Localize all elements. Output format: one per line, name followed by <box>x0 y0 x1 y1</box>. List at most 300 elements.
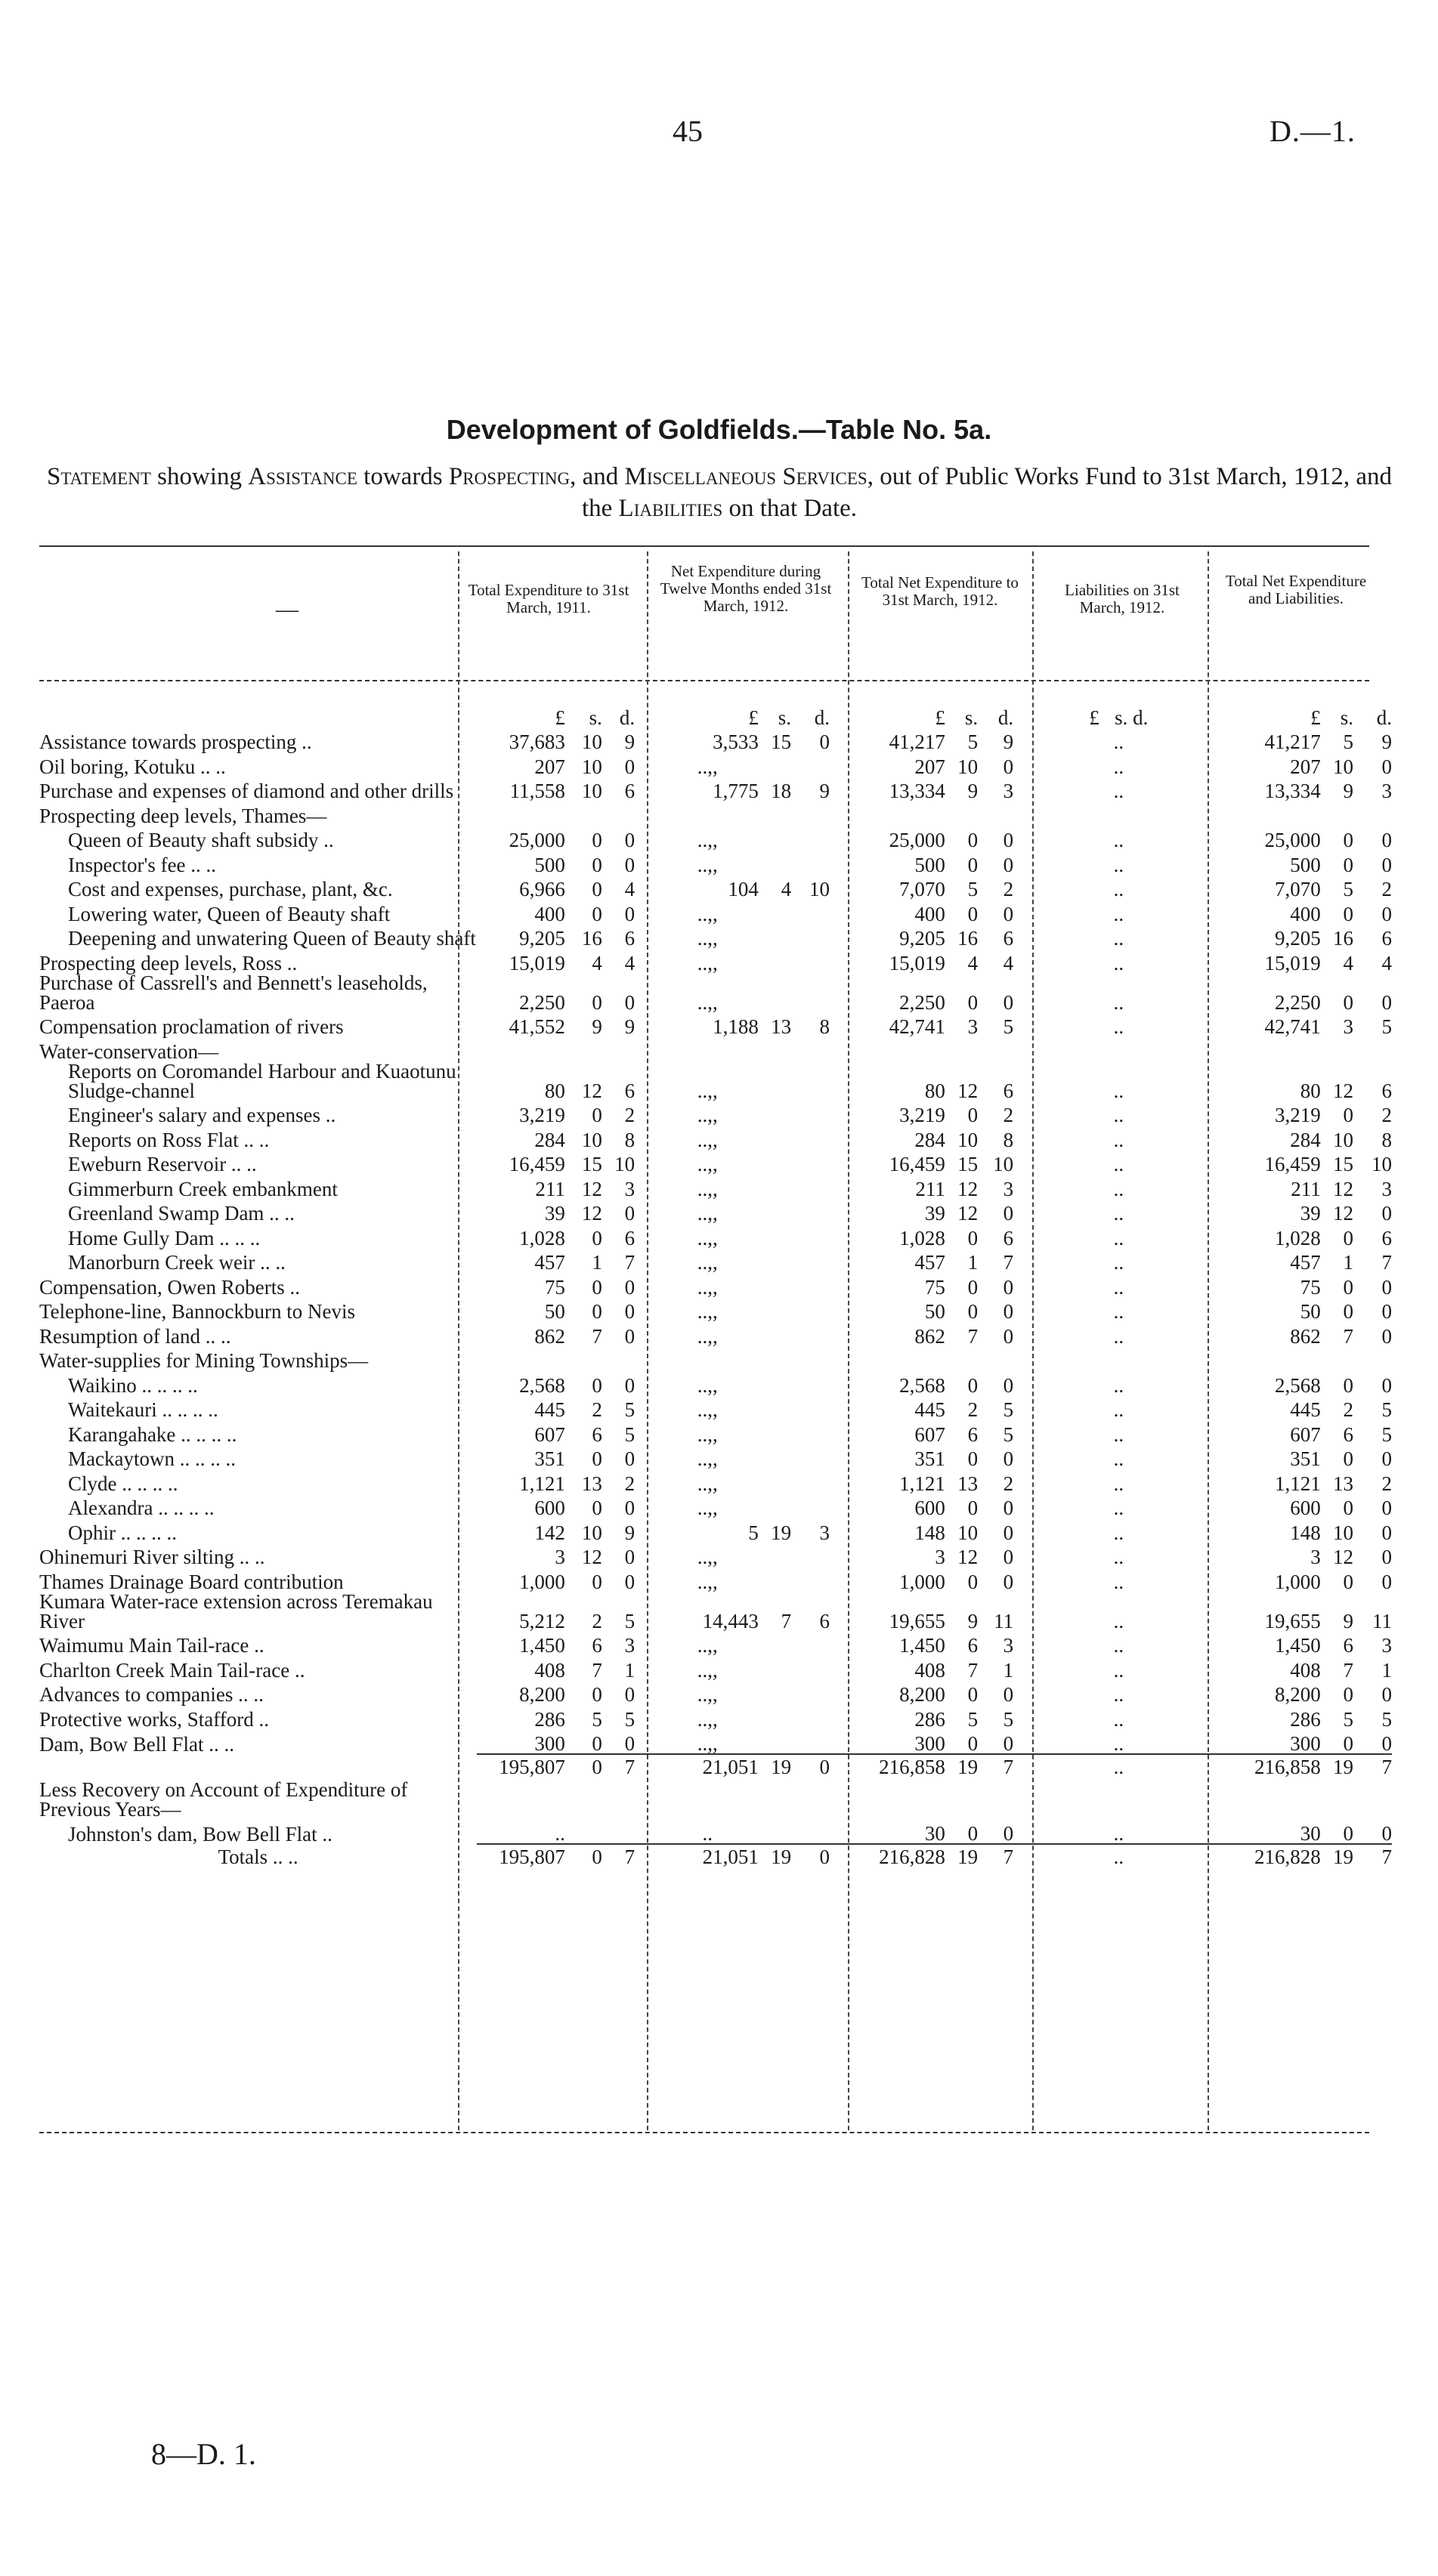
spacer <box>1195 1248 1217 1273</box>
spacer <box>759 1493 791 1518</box>
spacer <box>1013 1729 1042 1755</box>
spacer <box>791 1819 830 1845</box>
net-12m-pounds: 3,533 <box>713 730 759 753</box>
spacer <box>759 1150 791 1175</box>
less-recovery-label: Less Recovery on Account of Expenditure of Previous Years— <box>39 1778 408 1821</box>
total-net-1912-pounds: 148 <box>914 1521 945 1544</box>
spacer <box>635 752 657 777</box>
liabilities: .. <box>1113 853 1124 876</box>
unit-shilling: s. <box>964 706 979 729</box>
total-with-liabilities-pounds: 445 <box>1290 1398 1321 1421</box>
total-with-liabilities-shillings: 0 <box>1343 1447 1354 1470</box>
total-net-1912-pence: 0 <box>1003 1202 1014 1225</box>
net-12m-pounds: ..,, <box>697 1546 718 1568</box>
row-label: Eweburn Reservoir .. .. <box>68 1153 257 1175</box>
total-net-1912-pence: 0 <box>1003 1324 1014 1348</box>
spacer <box>791 924 830 949</box>
spacer <box>565 1819 602 1845</box>
total-with-liabilities-pence: 0 <box>1381 1822 1392 1845</box>
total-1911-shillings: 12 <box>581 1079 602 1102</box>
net-12m-pence: 10 <box>809 878 830 900</box>
table-row <box>39 948 1392 973</box>
totals-label: Totals .. .. <box>218 1845 298 1868</box>
spacer <box>1013 1819 1042 1845</box>
spacer <box>1013 1248 1042 1273</box>
total-net-1912-pence: 0 <box>1003 1447 1014 1470</box>
unit-shilling: s. <box>1115 706 1128 729</box>
empty-cells <box>477 1346 1392 1371</box>
table-row <box>39 1518 1392 1543</box>
liabilities: .. <box>1113 1521 1124 1544</box>
total-net-1912-pounds: 3,219 <box>899 1104 945 1126</box>
spacer <box>1195 924 1217 949</box>
spacer <box>1013 1297 1042 1322</box>
table-row <box>39 1729 1392 1755</box>
total-with-liabilities-shillings: 5 <box>1343 730 1354 753</box>
spacer <box>635 1101 657 1126</box>
total-with-liabilities-pence: 0 <box>1381 1570 1392 1593</box>
total-net-1912-shillings: 0 <box>967 1104 979 1126</box>
spacer <box>759 1729 791 1755</box>
spacer <box>791 1101 830 1126</box>
spacer <box>1013 948 1042 973</box>
net-12m-pounds: ..,, <box>697 1707 718 1731</box>
table-row <box>39 1419 1392 1444</box>
spacer <box>1195 1729 1217 1755</box>
total-with-liabilities-shillings: 5 <box>1343 878 1354 900</box>
total-1911-pounds: 1,028 <box>519 1226 565 1249</box>
total-1911-pounds: 445 <box>534 1398 565 1421</box>
total-1911-shillings: 4 <box>592 951 602 974</box>
spacer <box>1195 1567 1217 1592</box>
spacer <box>830 1567 852 1592</box>
row-label: Kumara Water-race extension across Teremakau River <box>39 1589 433 1632</box>
total-with-liabilities-pence: 3 <box>1381 780 1392 802</box>
total-with-liabilities-shillings: 7 <box>1343 1658 1354 1682</box>
row-label: Purchase and expenses of diamond and other drills <box>39 780 454 802</box>
spacer <box>635 1125 657 1150</box>
spacer <box>1013 899 1042 924</box>
spacer <box>635 1248 657 1273</box>
total-net-1912-pounds: 216,858 <box>852 1754 945 1780</box>
statement-heading <box>39 461 1399 524</box>
row-label: Reports on Coromandel Harbour and Kuaotunu Sludge-channel <box>68 1059 456 1102</box>
spacer <box>791 826 830 851</box>
liabilities: .. <box>1113 1822 1124 1845</box>
total-with-liabilities-shillings: 13 <box>1333 1472 1354 1495</box>
total-1911-pounds: 2,568 <box>519 1373 565 1397</box>
total-net-1912-shillings: 0 <box>967 1570 979 1593</box>
spacer <box>635 1493 657 1518</box>
spacer <box>830 850 852 875</box>
spacer <box>1013 1631 1042 1656</box>
total-1911-shillings: 12 <box>581 1546 602 1568</box>
row-label: Mackaytown .. .. .. .. <box>68 1447 236 1470</box>
total-with-liabilities-pounds: 16,459 <box>1264 1153 1321 1175</box>
col-header-total-with-liabilities: Total Net Expenditure and Liabilities. <box>1225 572 1367 607</box>
table-row <box>39 1321 1392 1346</box>
spacer <box>791 1469 830 1493</box>
liabilities: .. <box>1113 1570 1124 1593</box>
row-label: Prospecting deep levels, Thames— <box>39 804 327 827</box>
net-12m-pounds: ..,, <box>697 1683 718 1706</box>
net-12m-pounds: ..,, <box>697 1251 718 1274</box>
total-1911-pence: 0 <box>624 1570 636 1593</box>
total-1911-pence: 0 <box>624 990 636 1014</box>
total-1911-pence: 9 <box>624 1521 636 1544</box>
total-1911-pounds: 16,459 <box>509 1153 565 1175</box>
total-1911-shillings: 0 <box>565 1844 602 1870</box>
total-1911-shillings: 0 <box>592 1683 602 1706</box>
total-with-liabilities-pence: 0 <box>1381 1447 1392 1470</box>
total-1911-pence: 7 <box>602 1754 635 1780</box>
spacer <box>830 1680 852 1705</box>
total-with-liabilities-pounds: 408 <box>1290 1658 1321 1682</box>
total-with-liabilities-pounds: 1,028 <box>1275 1226 1321 1249</box>
liabilities: .. <box>1113 1177 1124 1200</box>
net-12m-pounds: ..,, <box>697 1079 718 1102</box>
total-with-liabilities-pounds: 457 <box>1290 1251 1321 1274</box>
total-with-liabilities-pence: 11 <box>1372 1609 1392 1632</box>
total-1911-pence: 0 <box>624 1373 636 1397</box>
total-with-liabilities-pounds: 3 <box>1310 1546 1321 1568</box>
row-label: Waimumu Main Tail-race .. <box>39 1634 264 1657</box>
net-12m-pounds: 1,188 <box>713 1015 759 1038</box>
spacer <box>635 1370 657 1395</box>
total-with-liabilities-shillings: 5 <box>1343 1707 1354 1731</box>
spacer <box>635 1444 657 1469</box>
total-net-1912-pounds: 39 <box>924 1202 945 1225</box>
total-1911-pounds: 457 <box>534 1251 565 1274</box>
spacer <box>635 1174 657 1199</box>
net-12m-pounds: 1,775 <box>713 780 759 802</box>
spacer <box>635 1469 657 1493</box>
table-row <box>39 1199 1392 1224</box>
spacer <box>791 1061 830 1101</box>
spacer <box>635 1631 657 1656</box>
spacer <box>759 1248 791 1273</box>
spacer <box>830 727 852 752</box>
table-row <box>39 924 1392 949</box>
total-1911-pounds: 600 <box>534 1496 565 1519</box>
total-1911-pounds: 142 <box>534 1521 565 1544</box>
subtotal-row <box>39 1754 1392 1780</box>
net-12m-pounds: ..,, <box>697 1275 718 1299</box>
spacer <box>1013 1704 1042 1729</box>
total-net-1912-pence: 3 <box>1003 1177 1014 1200</box>
total-1911-shillings: 0 <box>592 1226 602 1249</box>
table-row <box>39 1101 1392 1126</box>
total-1911-shillings: 10 <box>581 780 602 802</box>
liabilities: .. <box>1113 1422 1124 1446</box>
total-1911-pounds: 6,966 <box>519 878 565 900</box>
spacer <box>791 1395 830 1420</box>
spacer <box>1013 1061 1042 1101</box>
total-with-liabilities-shillings: 0 <box>1343 1104 1354 1126</box>
spacer <box>791 1493 830 1518</box>
total-1911-pence: 0 <box>624 1275 636 1299</box>
table-row <box>39 1370 1392 1395</box>
spacer <box>791 948 830 973</box>
total-with-liabilities-pence: 0 <box>1381 902 1392 925</box>
total-1911-pounds: 5,212 <box>519 1609 565 1632</box>
total-1911-pence: 6 <box>624 927 636 950</box>
net-12m-pounds: ..,, <box>697 1472 718 1495</box>
total-net-1912-pounds: 284 <box>914 1128 945 1151</box>
spacer <box>791 1297 830 1322</box>
total-with-liabilities-shillings: 12 <box>1333 1177 1354 1200</box>
total-net-1912-pounds: 600 <box>914 1496 945 1519</box>
statement-text: , out of Public Works Fund to 31st March, 1912, and the <box>581 463 1392 522</box>
net-12m-pence: 6 <box>819 1609 830 1632</box>
total-net-1912-pounds: 50 <box>924 1300 945 1323</box>
net-12m-shillings: 15 <box>771 730 792 753</box>
total-1911-shillings: 10 <box>581 1128 602 1151</box>
spacer <box>830 1469 852 1493</box>
spacer <box>759 1655 791 1680</box>
total-net-1912-pence: 0 <box>1003 829 1014 851</box>
total-with-liabilities-shillings: 12 <box>1333 1546 1354 1568</box>
total-1911-shillings: 12 <box>581 1202 602 1225</box>
total-1911-pence: 0 <box>624 755 636 778</box>
statement-text: towards <box>357 463 449 490</box>
spacer <box>1195 1395 1217 1420</box>
total-1911-pence: 6 <box>624 1226 636 1249</box>
statement-liabilities: Liabilities <box>618 495 723 522</box>
total-net-1912-pounds: 351 <box>914 1447 945 1470</box>
spacer <box>1013 1150 1042 1175</box>
total-net-1912-shillings: 0 <box>967 1275 979 1299</box>
spacer <box>759 1223 791 1248</box>
row-label: Dam, Bow Bell Flat .. .. <box>39 1733 234 1756</box>
net-12m-pence: 0 <box>819 730 830 753</box>
table-row <box>39 1493 1392 1518</box>
spacer <box>791 1567 830 1592</box>
table-row <box>39 1704 1392 1729</box>
total-with-liabilities-shillings: 12 <box>1333 1202 1354 1225</box>
total-with-liabilities-pounds: 8,200 <box>1275 1683 1321 1706</box>
spacer <box>759 924 791 949</box>
spacer <box>635 1321 657 1346</box>
total-net-1912-pence: 6 <box>1003 1079 1014 1102</box>
total-1911-pounds: 3 <box>555 1546 565 1568</box>
row-label: Greenland Swamp Dam .. .. <box>68 1202 295 1225</box>
total-with-liabilities-pounds: 862 <box>1290 1324 1321 1348</box>
total-1911-pounds: 286 <box>534 1707 565 1731</box>
total-net-1912-shillings: 1 <box>967 1251 979 1274</box>
total-net-1912-pence: 9 <box>1003 730 1014 753</box>
total-1911-pence: 9 <box>624 1015 636 1038</box>
total-with-liabilities-shillings: 16 <box>1333 927 1354 950</box>
total-1911-pounds: 2,250 <box>519 990 565 1014</box>
spacer <box>1195 826 1217 851</box>
total-net-1912-pence: 0 <box>1003 1683 1014 1706</box>
total-net-1912-pounds: 207 <box>914 755 945 778</box>
total-with-liabilities-pounds: 42,741 <box>1264 1015 1321 1038</box>
spacer <box>635 1680 657 1705</box>
total-net-1912-pounds: 445 <box>914 1398 945 1421</box>
total-with-liabilities-shillings: 0 <box>1343 1683 1354 1706</box>
total-1911-pounds: 11,558 <box>509 780 565 802</box>
total-1911-pence: 0 <box>624 829 636 851</box>
table-row <box>39 1655 1392 1680</box>
net-12m-pounds: 5 <box>748 1521 759 1544</box>
table-body <box>39 703 1392 1870</box>
total-1911-pence: 6 <box>624 780 636 802</box>
total-net-1912-shillings: 12 <box>957 1079 979 1102</box>
net-12m-pounds: 21,051 <box>657 1844 759 1870</box>
total-net-1912-pence: 0 <box>1003 755 1014 778</box>
total-1911-pounds: 37,683 <box>509 730 565 753</box>
total-with-liabilities-pounds: 500 <box>1290 853 1321 876</box>
net-12m-pounds: ..,, <box>697 755 718 778</box>
spacer <box>1195 777 1217 802</box>
total-net-1912-shillings: 9 <box>967 780 979 802</box>
spacer <box>1013 1655 1042 1680</box>
liabilities: .. <box>1113 1398 1124 1421</box>
total-1911-shillings: 0 <box>592 878 602 900</box>
net-12m-pounds: ..,, <box>697 1373 718 1397</box>
spacer <box>1013 1469 1042 1493</box>
total-net-1912-pence: 7 <box>978 1844 1013 1870</box>
total-1911-shillings: 0 <box>592 1570 602 1593</box>
total-1911-pounds: 50 <box>544 1300 565 1323</box>
spacer <box>1013 1223 1042 1248</box>
total-net-1912-pence: 0 <box>1003 1570 1014 1593</box>
liabilities: .. <box>1113 1275 1124 1299</box>
row-label: Prospecting deep levels, Ross .. <box>39 951 298 974</box>
total-net-1912-pounds: 408 <box>914 1658 945 1682</box>
total-1911-pence: 0 <box>624 1683 636 1706</box>
spacer <box>635 1754 657 1780</box>
spacer <box>635 1729 657 1755</box>
total-1911-pounds: 1,121 <box>519 1472 565 1495</box>
total-net-1912-shillings: 3 <box>967 1015 979 1038</box>
net-12m-pounds: ..,, <box>697 1447 718 1470</box>
spacer <box>759 1419 791 1444</box>
total-net-1912-pence: 7 <box>978 1754 1013 1780</box>
total-net-1912-shillings: 0 <box>967 1226 979 1249</box>
net-12m-pence: 9 <box>819 780 830 802</box>
total-with-liabilities-shillings: 0 <box>1343 1570 1354 1593</box>
row-label: Alexandra .. .. .. .. <box>68 1496 215 1519</box>
total-with-liabilities-pounds: 80 <box>1300 1079 1321 1102</box>
spacer <box>1013 1101 1042 1126</box>
total-with-liabilities-pence: 8 <box>1381 1128 1392 1151</box>
spacer <box>635 826 657 851</box>
spacer <box>635 1518 657 1543</box>
total-net-1912-pounds: 42,741 <box>889 1015 945 1038</box>
liabilities: .. <box>1113 1683 1124 1706</box>
total-net-1912-pence: 6 <box>1003 1226 1014 1249</box>
total-with-liabilities-shillings: 0 <box>1343 1373 1354 1397</box>
total-with-liabilities-shillings: 4 <box>1343 951 1354 974</box>
total-with-liabilities-pence: 2 <box>1381 1472 1392 1495</box>
net-12m-pounds: ..,, <box>697 1496 718 1519</box>
table-row <box>39 1061 1392 1101</box>
total-1911-shillings: 0 <box>592 1447 602 1470</box>
less-recovery-row <box>39 1780 1392 1819</box>
net-12m-pounds: ..,, <box>697 927 718 950</box>
total-with-liabilities-shillings: 0 <box>1343 1275 1354 1299</box>
total-with-liabilities-pence: 5 <box>1381 1707 1392 1731</box>
row-label: Deepening and unwatering Queen of Beauty shaft <box>68 927 476 950</box>
spacer <box>759 1125 791 1150</box>
spacer <box>759 850 791 875</box>
unit-pound: £ <box>555 706 565 729</box>
net-12m-shillings: 19 <box>759 1844 791 1870</box>
total-with-liabilities-pence: 0 <box>1381 1275 1392 1299</box>
total-with-liabilities-pence: 2 <box>1381 878 1392 900</box>
total-1911-pounds: 500 <box>534 853 565 876</box>
empty-cells <box>477 801 1392 826</box>
liabilities: .. <box>1113 1324 1124 1348</box>
total-net-1912-shillings: 19 <box>945 1754 978 1780</box>
table-row <box>39 1631 1392 1656</box>
table-row <box>39 826 1392 851</box>
document-reference: D.—1. <box>1269 114 1356 148</box>
total-net-1912-pounds: 3 <box>935 1546 945 1568</box>
net-12m-shillings: 4 <box>781 878 792 900</box>
unit-shilling: s. <box>778 706 792 729</box>
unit-pence: d. <box>997 706 1014 729</box>
spacer <box>635 1012 657 1037</box>
total-net-1912-pence: 5 <box>1003 1398 1014 1421</box>
spacer <box>791 1150 830 1175</box>
total-1911-pounds: 862 <box>534 1324 565 1348</box>
row-label: Lowering water, Queen of Beauty shaft <box>68 902 391 925</box>
col-header-net-12-months: Net Expenditure during Twelve Months ended 31st March, 1912. <box>660 562 832 615</box>
row-label: Waitekauri .. .. .. .. <box>68 1398 218 1421</box>
total-with-liabilities-shillings: 19 <box>1321 1844 1353 1870</box>
total-with-liabilities-shillings: 0 <box>1343 1300 1354 1323</box>
liabilities: .. <box>1113 1104 1124 1126</box>
total-1911-pounds: 15,019 <box>509 951 565 974</box>
liabilities: .. <box>1113 1634 1124 1657</box>
spacer <box>635 1223 657 1248</box>
total-1911-pence: 0 <box>624 1496 636 1519</box>
spacer <box>1195 1199 1217 1224</box>
spacer <box>1013 1395 1042 1420</box>
spacer <box>1195 1819 1217 1845</box>
liabilities: .. <box>1113 951 1124 974</box>
total-1911-pence: 0 <box>624 1300 636 1323</box>
total-1911-shillings: 6 <box>592 1634 602 1657</box>
spacer <box>1195 1631 1217 1656</box>
spacer <box>1195 1297 1217 1322</box>
total-with-liabilities-pence: 10 <box>1372 1153 1392 1175</box>
total-1911-shillings: 0 <box>592 1373 602 1397</box>
total-1911-pence: 6 <box>624 1079 636 1102</box>
total-with-liabilities-shillings: 12 <box>1333 1079 1354 1102</box>
spacer <box>830 1592 852 1631</box>
liabilities: .. <box>1113 829 1124 851</box>
spacer <box>759 973 791 1012</box>
table-row <box>39 875 1392 900</box>
total-1911-pounds: 41,552 <box>509 1015 565 1038</box>
spacer <box>791 1125 830 1150</box>
total-1911-pence: 5 <box>624 1609 636 1632</box>
total-with-liabilities-pounds: 216,828 <box>1217 1844 1321 1870</box>
total-with-liabilities-pounds: 41,217 <box>1264 730 1321 753</box>
total-1911-pence: 7 <box>602 1844 635 1870</box>
row-label: Home Gully Dam .. .. .. <box>68 1226 261 1249</box>
total-net-1912-pounds: 2,250 <box>899 990 945 1014</box>
total-net-1912-shillings: 0 <box>967 853 979 876</box>
unit-shilling: s. <box>1340 706 1354 729</box>
row-label: Engineer's salary and expenses .. <box>68 1104 336 1126</box>
spacer <box>830 1248 852 1273</box>
